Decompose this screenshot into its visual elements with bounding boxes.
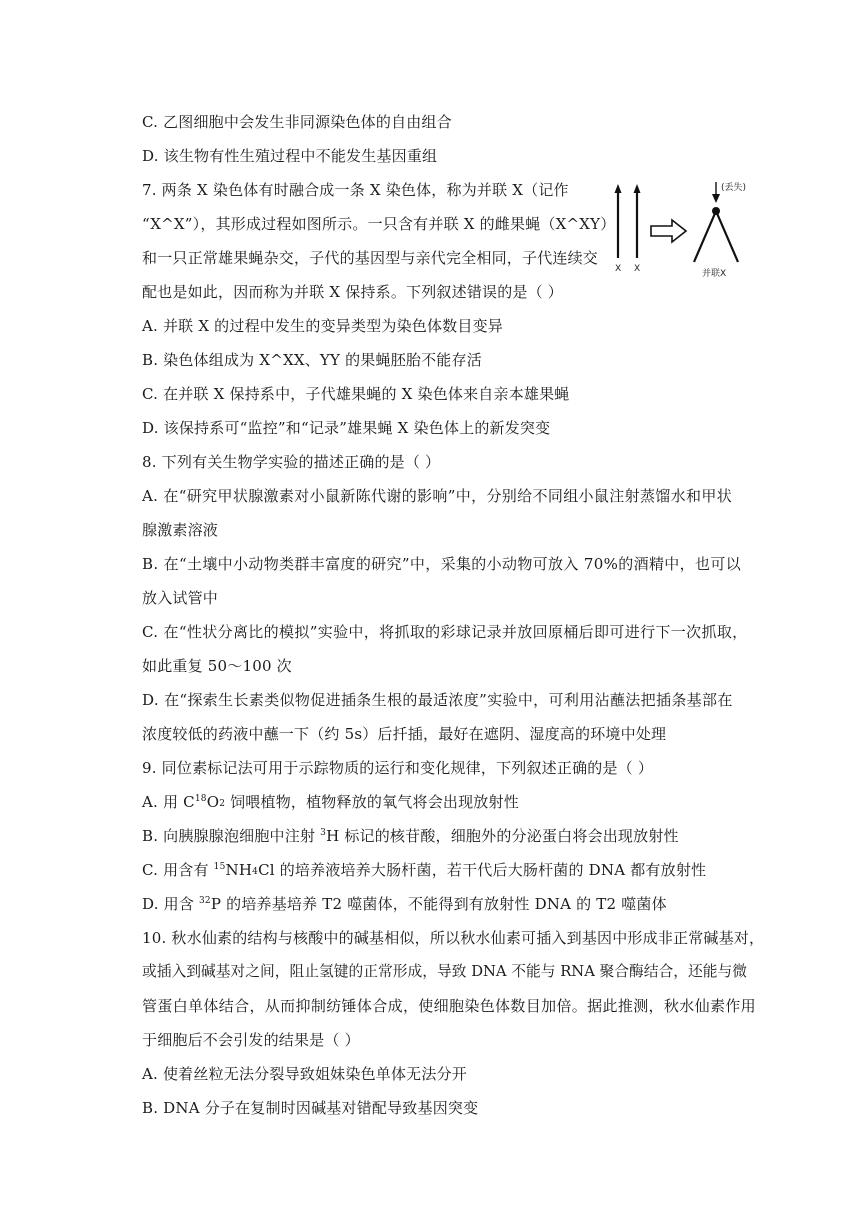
q7-stem-line-3: 和一只正常雄果蝇杂交，子代的基因型与亲代完全相同，子代连续交: [142, 249, 599, 267]
q8-stem: 8. 下列有关生物学实验的描述正确的是（ ）: [142, 453, 441, 471]
q9-option-c: C. 用含有 $^{15}NH_4Cl$ 的培养液培养大肠杆菌，若干代后大肠杆菌的 DNA 都有放射性: [142, 861, 707, 879]
centromere-2: [634, 184, 641, 193]
q10-option-b: B. DNA 分子在复制时因碱基对错配导致基因突变: [142, 1099, 479, 1117]
q10-stem-line-2: 或插入到碱基对之间，阻止氢键的正常形成，导致 DNA 不能与 RNA 聚合酶结合，还能与微: [142, 963, 748, 980]
q8-option-b-line-1: B. 在“土壤中小动物类群丰富度的研究”中，采集的小动物可放入 70%的酒精中，也可以: [142, 555, 742, 573]
q10-stem-line-1: 10. 秋水仙素的结构与核酸中的碱基相似，所以秋水仙素可插入到基因中形成非正常碱基对，: [142, 929, 765, 947]
q8-option-a-line-2: 腺激素溶液: [142, 521, 219, 539]
q7-option-d: D. 该保持系可“监控”和“记录”雄果蝇 X 染色体上的新发突变: [142, 419, 551, 437]
centromere-1: [615, 184, 622, 193]
label-x-1: X: [615, 264, 622, 274]
down-arrow-icon: [712, 194, 720, 203]
q10-stem-line-3: 管蛋白单体结合，从而抑制纺锤体合成，使细胞染色体数目加倍。据此推测，秋水仙素作用: [142, 997, 757, 1015]
q10-stem-line-4: 于细胞后不会引发的结果是（ ）: [142, 1031, 360, 1049]
q9-stem: 9. 同位素标记法可用于示踪物质的运行和变化规律，下列叙述正确的是（ ）: [142, 759, 654, 777]
q6-option-c: C. 乙图细胞中会发生非同源染色体的自由组合: [142, 113, 452, 131]
q10-option-a: A. 使着丝粒无法分裂导致姐妹染色单体无法分开: [142, 1065, 467, 1083]
arrow-icon: [651, 220, 686, 242]
q8-option-c-line-1: C. 在“性状分离比的模拟”实验中，将抓取的彩球记录并放回原桶后即可进行下一次抓取，: [142, 623, 748, 641]
fused-arm-right: [716, 211, 738, 262]
q7-option-c: C. 在并联 X 保持系中，子代雄果蝇的 X 染色体来自亲本雄果蝇: [142, 385, 570, 403]
fused-arm-left: [694, 211, 716, 262]
q7-option-b: B. 染色体组成为 X^XX、YY 的果蝇胚胎不能存活: [142, 351, 482, 369]
q8-option-b-line-2: 放入试管中: [142, 589, 219, 607]
q8-option-d-line-1: D. 在“探索生长素类似物促进插条生根的最适浓度”实验中，可利用沾蘸法把插条基部在: [142, 691, 733, 709]
q7-stem-line-4: 配也是如此，因而称为并联 X 保持系。下列叙述错误的是（ ）: [142, 283, 563, 301]
q8-option-a-line-1: A. 在“研究甲状腺激素对小鼠新陈代谢的影响”中，分别给不同组小鼠注射蒸馏水和甲状: [142, 487, 733, 505]
label-fused-x: 并联X: [702, 269, 727, 279]
q9-option-a: A. 用 $C^{18}O_2$ 饲喂植物，植物释放的氧气将会出现放射性: [142, 793, 519, 811]
q7-stem-line-2: “X^X”），其形成过程如图所示。一只含有并联 X 的雌果蝇（X^XY）: [142, 215, 616, 233]
q6-option-d: D. 该生物有性生殖过程中不能发生基因重组: [142, 147, 438, 165]
q8-option-d-line-2: 浓度较低的药液中蘸一下（约 5s）后扦插，最好在遮阴、湿度高的环境中处理: [142, 725, 667, 743]
q7-option-a: A. 并联 X 的过程中发生的变异类型为染色体数目变异: [142, 317, 503, 335]
q8-option-c-line-2: 如此重复 50～100 次: [142, 657, 292, 675]
label-x-2: X: [634, 264, 641, 274]
label-lost: (丢失): [721, 183, 747, 193]
fused-x-figure: [606, 176, 766, 286]
q7-stem-line-1: 7. 两条 X 染色体有时融合成一条 X 染色体，称为并联 X（记作: [142, 181, 569, 199]
q9-option-d: D. 用含 $^{32}$P 的培养基培养 T2 噬菌体，不能得到有放射性 DNA 的 T2 噬菌体: [142, 895, 667, 913]
q9-option-b: B. 向胰腺腺泡细胞中注射 $^3$H 标记的核苷酸，细胞外的分泌蛋白将会出现放射性: [142, 827, 679, 845]
